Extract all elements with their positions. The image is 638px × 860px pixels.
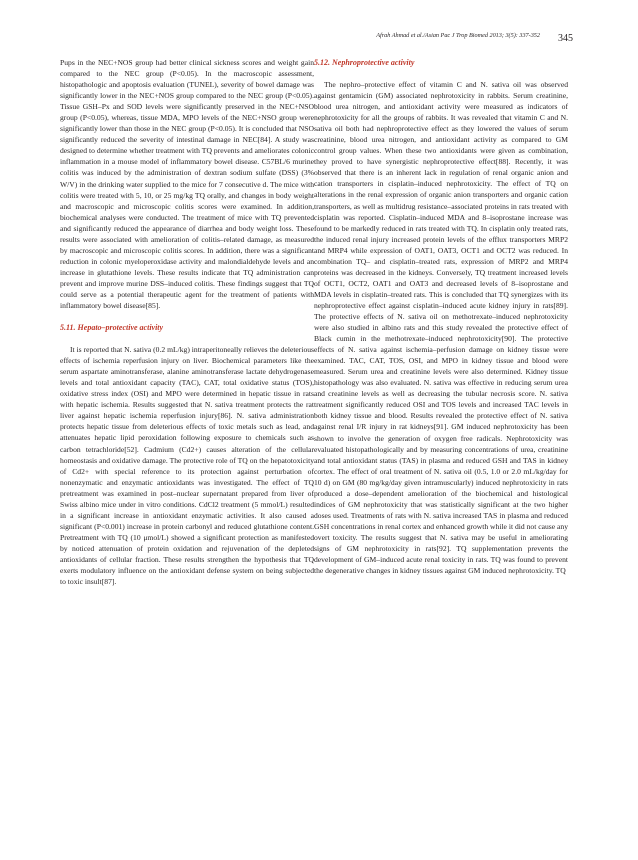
left-paragraph-2: It is reported that N. sativa (0.2 mL/kg) intraperitoneally relieves the deleterious effects of ischemia reperfusion injury on liver. Biochemical parameters like the serum aspartate aminotransferase, alanine aminotransferase lactate dehydrogenase levels and total antioxidant capacity (TAC), CAT, total oxidative status (TOS), oxidative stress index (OSI) and MPO were determined in hepatic tissue in rats with hepatic ischemia. Results suggested that N. sativa treatment protects the rat liver against hepatic ischemia reperfusion injury[86]. N. sativa administration protects hepatic tissue from deleterious effects of toxic metals such as lead, and attenuates hepatic lipid peroxidation following exposure to chemicals such as carbon tetrachloride[52]. Cadmium (Cd2+) causes alteration of the cellular homeostasis and oxidative damage. The protective role of TQ on the hepatotoxicity of Cd2+ with special reference to its protection against perturbation of nonenzymatic and enzymatic antioxidants was investigated. The effect of TQ pretreatment was examined in post–nuclear supernatant prepared from liver of Swiss albino mice under in vitro conditions. CdCl2 treatment (5 mmol/L) resulted in a significant increase in antioxidant enzymatic activities. It also caused a significant (P<0.001) increase in protein carbonyl and reduced glutathione content. Pretreatment with TQ (10 μmol/L) showed a significant protection as manifested by noticed attenuation of protein oxidation and rejuvenation of the depleted antioxidants of cellular fraction. These results strengthen the hypothesis that TQ exerts modulatory influence on the antioxidant defense system on being subjected to toxic insult[87]. [60, 345, 314, 587]
section-gap [60, 311, 314, 322]
section-heading-hepato: 5.11. Hepato–protective activity [60, 323, 164, 333]
right-paragraph-1: The nephro–protective effect of vitamin C and N. sativa oil was observed against gentamicin (GM) associated nephrotoxicity in rabbits. Serum creatinine, blood urea nitrogen, and antioxidant activity were measured as indicators of nephrotoxicity for all the groups of rabbits. It was revealed that vitamin C and N. sativa oil both had nephroprotective effect as they lowered the values of serum creatinine, blood urea nitrogen, and antioxidant activity as compared to GM control group values. When these two antioxidants were given as combination, they proved to have synergistic nephroprotective effect[88]. Recently, it was observed that there is an inherent lack in regulation of renal organic anion and cation transporters in cisplatin–induced nephrotoxicity. The effect of TQ on alterations in the renal expression of organic anion transporters and organic cation transporters, as well as multidrug resistance–associated proteins in rats treated with cisplatin was reported. Cisplatin–induced MDA and 8–isoprostane increase was found to be markedly reduced in rats treated with TQ. In cisplatin only treated rats, the induced renal injury increased protein levels of the efflux transporters MRP2 and MRP4 while expression of OAT1, OAT3, OCT1 and OCT2 was reduced. In combination TQ– and cisplatin–treated rats, expression of MRP2 and MRP4 proteins was decreased in the kidneys. Conversely, TQ treatment increased levels of OCT1, OCT2, OAT1 and OAT3 and decreased levels of 8–isoprostane and MDA levels in cisplatin–treated rats. This is concluded that TQ synergizes with its nephroprotective effect against cisplatin–induced acute kidney injury in rats[89]. The protective effects of N. sativa oil on methotrexate–induced nephrotoxicity were also studied in albino rats and this study revealed the protective effect of Black cumin in the methotrexate–induced nephrotoxicity[90]. The protective effects of N. sativa against ischemia–perfusion damage on kidney tissue were examined. TAC, CAT, TOS, OSI, and MPO in kidney tissue and blood were measured. Serum urea and creatinine levels were also determined. Kidney tissue histopathology was also evaluated. N. sativa was effective in reducing serum urea and creatinine levels as well as decreasing the tubular necrosis score. N. sativa treatment significantly reduced OSI and TOS levels and increased TAC levels in both kidney tissue and blood. Results revealed the protective effect of N. sativa against renal I/R injury in rat kidneys[91]. GM induced nephrotoxicity has been shown to involve the generation of oxygen free radicals. Nephrotoxicity was evaluated histopathologically and by measuring concentrations of urea, creatinine and total antioxidant status (TAS) in plasma and reduced GSH and TAS in kidney cortex. The effect of oral treatment of N. sativa oil (0.5, 1.0 or 2.0 mL/kg/day for 10 d) on GM (80 mg/kg/day given intramuscularly) induced nephrotoxicity in rats produced a dose–dependent amelioration of the biochemical and histological indices of GM nephrotoxicity that was statistically significant at the two higher doses used. Treatments of rats with N. sativa increased TAS in plasma and reduced GSH concentrations in renal cortex and enhanced growth while it did not cause any overt toxicity. The results suggest that N. sativa may be useful in ameliorating signs of GM nephrotoxicity in rats[92]. TQ supplementation prevents the development of GM–induced acute renal toxicity in rats. TQ was found to prevent the degenerative changes in kidney tissues against GM induced nephrotoxicity. TQ [314, 80, 568, 576]
left-column [60, 57, 314, 587]
running-head: Afrah Ahmad et al./Asian Pac J Trop Biomed 2013; 3(5): 337-352 [376, 32, 540, 39]
section-gap [314, 68, 568, 79]
section-gap [60, 333, 314, 344]
page-number: 345 [558, 33, 573, 44]
left-paragraph-1: Pups in the NEC+NOS group had better clinical sickness scores and weight gain compared to the NEC group (P<0.05). In the macroscopic assessment, histopathologic and apoptosis evaluation (TUNEL), severity of bowel damage was significantly lower in the NEC+NOS group compared to the NEC group (P<0.05). Tissue GSH–Px and SOD levels were significantly preserved in the NEC+NSO group (P<0.05), whereas, tissue MDA, MPO levels of the NEC+NSO group were significantly lower than those in the NEC group (P<0.05). It is concluded that NSO significantly reduced the severity of intestinal damage in NEC[84]. A study was designed to determine whether treatment with TQ prevents and ameliorates colonic inflammation in a mouse model of inflammatory bowel disease. C57BL/6 murine colitis was induced by the administration of dextran sodium sulfate (DSS) (3% W/V) in the drinking water supplied to the mice for 7 consecutive d. The mice with colitis were treated with 5, 10, or 25 mg/kg TQ orally, and changes in body weight and macroscopic and microscopic colitis scores were examined. In addition, biochemical analyses were conducted. The treatment of mice with TQ prevented and significantly reduced the appearance of diarrhea and body weight loss. These results were associated with amelioration of colitis–related damage, as measured by macroscopic and microscopic colitis scores. In addition, there was a significant reduction in colonic myeloperoxidase activity and malondialdehyde levels and an increase in glutathione levels. These results indicate that TQ administration can prevent and improve murine DSS–induced colitis. These findings suggest that TQ could serve as a potential therapeutic agent for the treatment of patients with inflammatory bowel disease[85]. [60, 58, 314, 311]
section-heading-nephro: 5.12. Nephroprotective activity [314, 58, 415, 67]
right-column [314, 57, 568, 576]
